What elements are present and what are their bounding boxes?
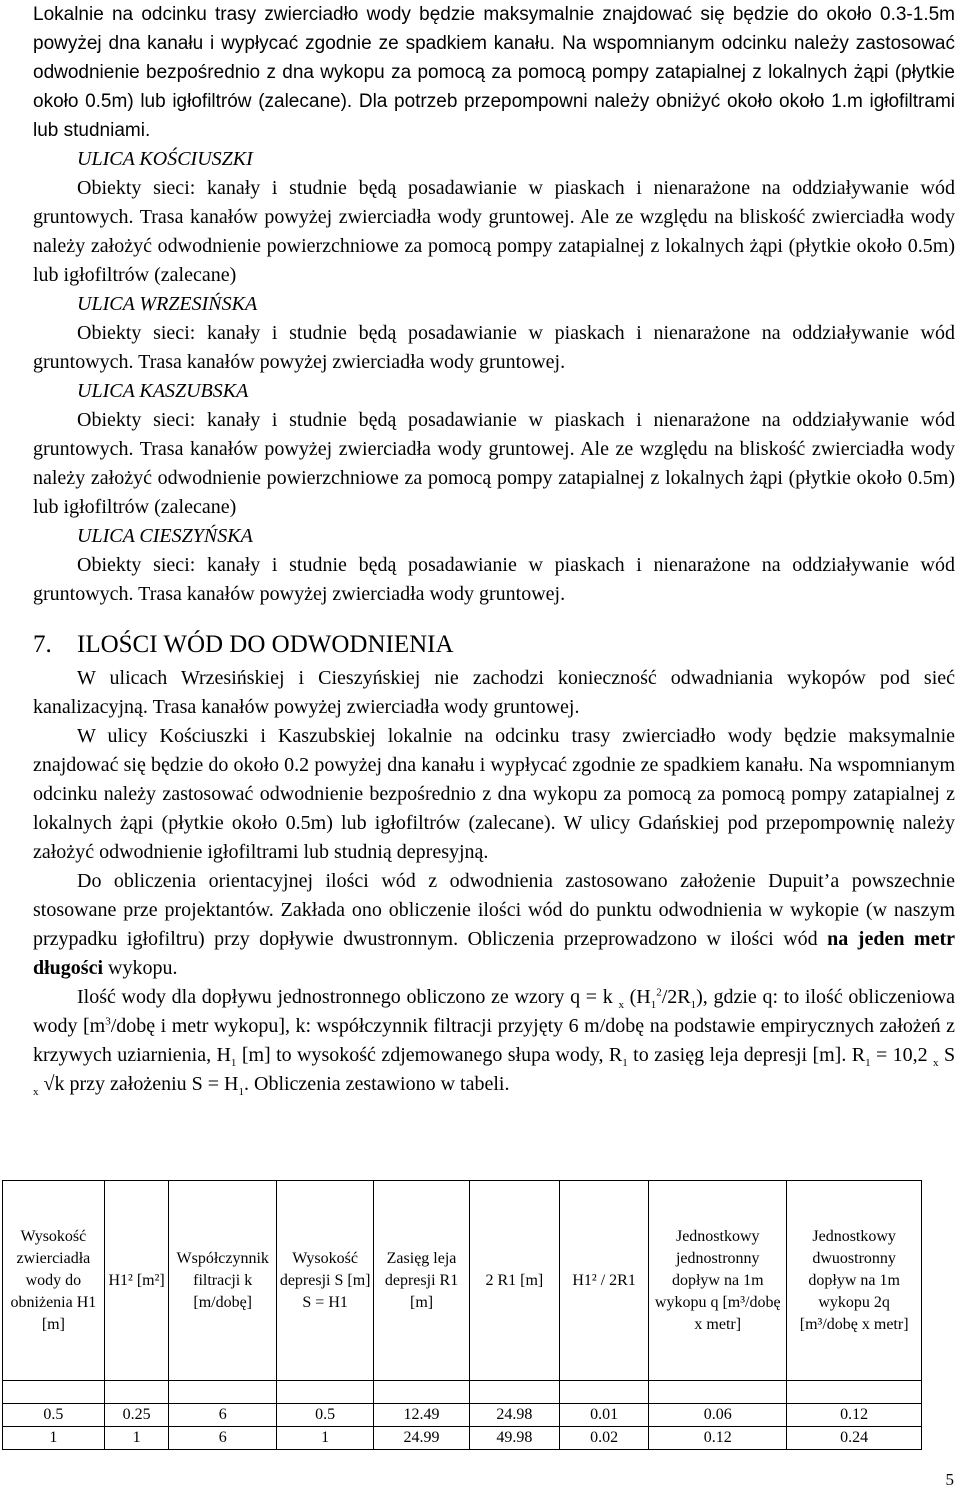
table-cell: 0.5 — [3, 1404, 105, 1427]
table-row — [3, 1404, 922, 1427]
street-paragraph: Obiekty sieci: kanały i studnie będą posadawianie w piaskach i nienarażone na oddziaływanie wód gruntowych. Trasa kanałów powyżej zwierciadła wody gruntowej. Ale ze względu na bliskość zwierciadła wody należy założyć odwodnienie powierzchniowe za pomocą pompy zatapialnej z lokalnych żąpi (płytkie około 0.5m) lub igłofiltrów (zalecane) — [33, 409, 955, 518]
table-header-cell: Wysokość depresji S [m] S = H1 — [276, 1181, 373, 1381]
street-heading: ULICA WRZESIŃSKA — [77, 293, 258, 315]
table-header-cell: H1² [m²] — [104, 1181, 169, 1381]
table-cell: 6 — [169, 1427, 277, 1450]
section-heading: ILOŚCI WÓD DO ODWODNIENIA — [77, 631, 454, 658]
text-run: . Obliczenia zestawiono w tabeli. — [244, 1073, 510, 1095]
text-run: /2R — [661, 986, 691, 1008]
subscript: 1 — [690, 999, 697, 1011]
text-run: to zasięg leja depresji [m]. R — [633, 1044, 866, 1066]
formula-paragraph — [33, 983, 955, 1099]
subscript: 1 — [865, 1057, 871, 1069]
street-section-kosciuszki — [33, 145, 955, 290]
table-cell: 0.12 — [649, 1427, 787, 1450]
table-header-cell: Współczynnik filtracji k [m/dobę] — [169, 1181, 277, 1381]
table-cell: 6 — [169, 1404, 277, 1427]
subscript: 1 — [238, 1086, 244, 1098]
table-cell: 49.98 — [469, 1427, 559, 1450]
section-title — [33, 628, 955, 662]
street-heading: ULICA KASZUBSKA — [77, 380, 249, 402]
intro-paragraph: Lokalnie na odcinku trasy zwierciadło wody będzie maksymalnie znajdować się będzie do około 0.3-1.5m powyżej dna kanału i wypłycać zgodnie ze spadkiem kanału. Na wspomnianym odcinku należy zastosować odwodnienie bezpośrednio z dna wykopu za pomocą za pomocą pompy zatapialnej z lokalnych żąpi (płytkie około 0.5m) lub igłofiltrów (zalecane). Dla potrzeb przepompowni należy obniżyć około około 1.m igłofiltrami lub studniami. — [33, 4, 955, 141]
table-cell: 0.25 — [104, 1404, 169, 1427]
section-paragraph-1: W ulicach Wrzesińskiej i Cieszyńskiej nie zachodzi konieczność odwadniania wykopów pod sieć kanalizacyjną. Trasa kanałów powyżej zwierciadła wody gruntowej. — [33, 667, 955, 718]
table-header-cell: Jednostkowy dwuostronny dopływ na 1m wykopu 2q [m³/dobę x metr] — [787, 1181, 922, 1381]
text-run: [m] to wysokość zdjemowanego słupa wody, R — [241, 1044, 623, 1066]
bold-text: na jeden metr długości — [33, 928, 956, 979]
superscript: 2 — [656, 986, 662, 999]
table-spacer-row — [3, 1381, 922, 1404]
street-heading: ULICA KOŚCIUSZKI — [77, 148, 253, 170]
multiply-sign: x — [33, 1086, 39, 1098]
table-cell: 0.24 — [787, 1427, 922, 1450]
section-paragraph-3 — [33, 867, 955, 983]
text-run: Do obliczenia orientacyjnej ilości wód z odwodnienia zastosowano założenie Dupuit’a powszechnie stosowane prze projektantów. Zakłada ono obliczenie ilości wód do punktu odwodnienia w wykopie (w naszym przypadku igłofiltru) przy dopływie dwustronnym. Obliczenia przeprowadzono w ilości wód — [33, 870, 955, 950]
table-cell: 24.99 — [374, 1427, 469, 1450]
text-run: Ilość wody dla dopływu jednostronnego obliczono ze wzory q = k — [77, 986, 613, 1008]
table-cell: 1 — [276, 1427, 373, 1450]
table-cell: 12.49 — [374, 1404, 469, 1427]
superscript: 3 — [105, 1015, 111, 1028]
text-run: ), gdzie q: to ilość obliczeniowa wody [m — [33, 986, 956, 1037]
street-section-wrzesinska — [33, 290, 955, 377]
table-cell: 0.06 — [649, 1404, 787, 1427]
table-header-cell: Zasięg leja depresji R1 [m] — [374, 1181, 469, 1381]
multiply-sign: x — [933, 1057, 939, 1069]
table-row — [3, 1427, 922, 1450]
sqrt-term: √k — [43, 1073, 65, 1095]
text-run: wykopu. — [108, 957, 178, 979]
text-run: /dobę i metr wykopu], k: współczynnik filtracji przyjęty 6 m/dobę na podstawie empirycznych założeń z krzywych uziarnienia, H — [33, 1015, 955, 1066]
subscript: 1 — [230, 1057, 237, 1069]
table-header-cell: Jednostkowy jednostronny dopływ na 1m wykopu q [m³/dobę x metr] — [649, 1181, 787, 1381]
table-header-cell: Wysokość zwierciadła wody do obniżenia H1 [m] — [3, 1181, 105, 1381]
table-cell: 0.01 — [559, 1404, 648, 1427]
table-cell: 1 — [3, 1427, 105, 1450]
table-header-cell: H1² / 2R1 — [559, 1181, 648, 1381]
street-paragraph: Obiekty sieci: kanały i studnie będą posadawianie w piaskach i nienarażone na oddziaływanie wód gruntowych. Trasa kanałów powyżej zwierciadła wody gruntowej. Ale ze względu na bliskość zwierciadła wody należy założyć odwodnienie powierzchniowe za pomocą pompy zatapialnej z lokalnych żąpi (płytkie około 0.5m) lub igłofiltrów (zalecane) — [33, 177, 955, 286]
text-run: przy założeniu S = H — [69, 1073, 239, 1095]
table-cell: 1 — [104, 1427, 169, 1450]
table-cell: 0.02 — [559, 1427, 648, 1450]
text-run: = 10,2 — [875, 1044, 928, 1066]
street-section-cieszynska — [33, 522, 955, 609]
section-paragraph-2: W ulicy Kościuszki i Kaszubskiej lokalnie na odcinku trasy zwierciadło wody będzie maksymalnie znajdować się będzie do około 0.2 powyżej dna kanału i wypłycać zgodnie ze spadkiem kanału. Na wspomnianym odcinku należy zastosować odwodnienie bezpośrednio z dna wykopu za pomocą za pomocą pompy zatapialnej z lokalnych żąpi (płytkie około 0.5m) lub igłofiltrów (zalecane). W ulicy Gdańskiej pod przepompownię należy założyć odwodnienie igłofiltrami lub studnią depresyjną. — [33, 725, 955, 863]
text-run: S — [943, 1044, 956, 1066]
table-header-row — [3, 1181, 922, 1381]
street-paragraph: Obiekty sieci: kanały i studnie będą posadawianie w piaskach i nienarażone na oddziaływanie wód gruntowych. Trasa kanałów powyżej zwierciadła wody gruntowej. — [33, 322, 955, 373]
document-page — [33, 0, 955, 1099]
subscript: 1 — [622, 1057, 628, 1069]
street-heading: ULICA CIESZYŃSKA — [77, 525, 253, 547]
table-cell: 0.12 — [787, 1404, 922, 1427]
page-number: 5 — [945, 1470, 954, 1489]
table-header-cell: 2 R1 [m] — [469, 1181, 559, 1381]
street-paragraph: Obiekty sieci: kanały i studnie będą posadawianie w piaskach i nienarażone na oddziaływanie wód gruntowych. Trasa kanałów powyżej zwierciadła wody gruntowej. — [33, 554, 955, 605]
text-run: (H — [629, 986, 651, 1008]
multiply-sign: x — [618, 999, 624, 1011]
table-cell: 24.98 — [469, 1404, 559, 1427]
street-section-kaszubska — [33, 377, 955, 522]
section-number: 7. — [33, 631, 52, 658]
subscript: 1 — [650, 999, 657, 1011]
table-cell: 0.5 — [276, 1404, 373, 1427]
calculation-table — [2, 1180, 922, 1450]
